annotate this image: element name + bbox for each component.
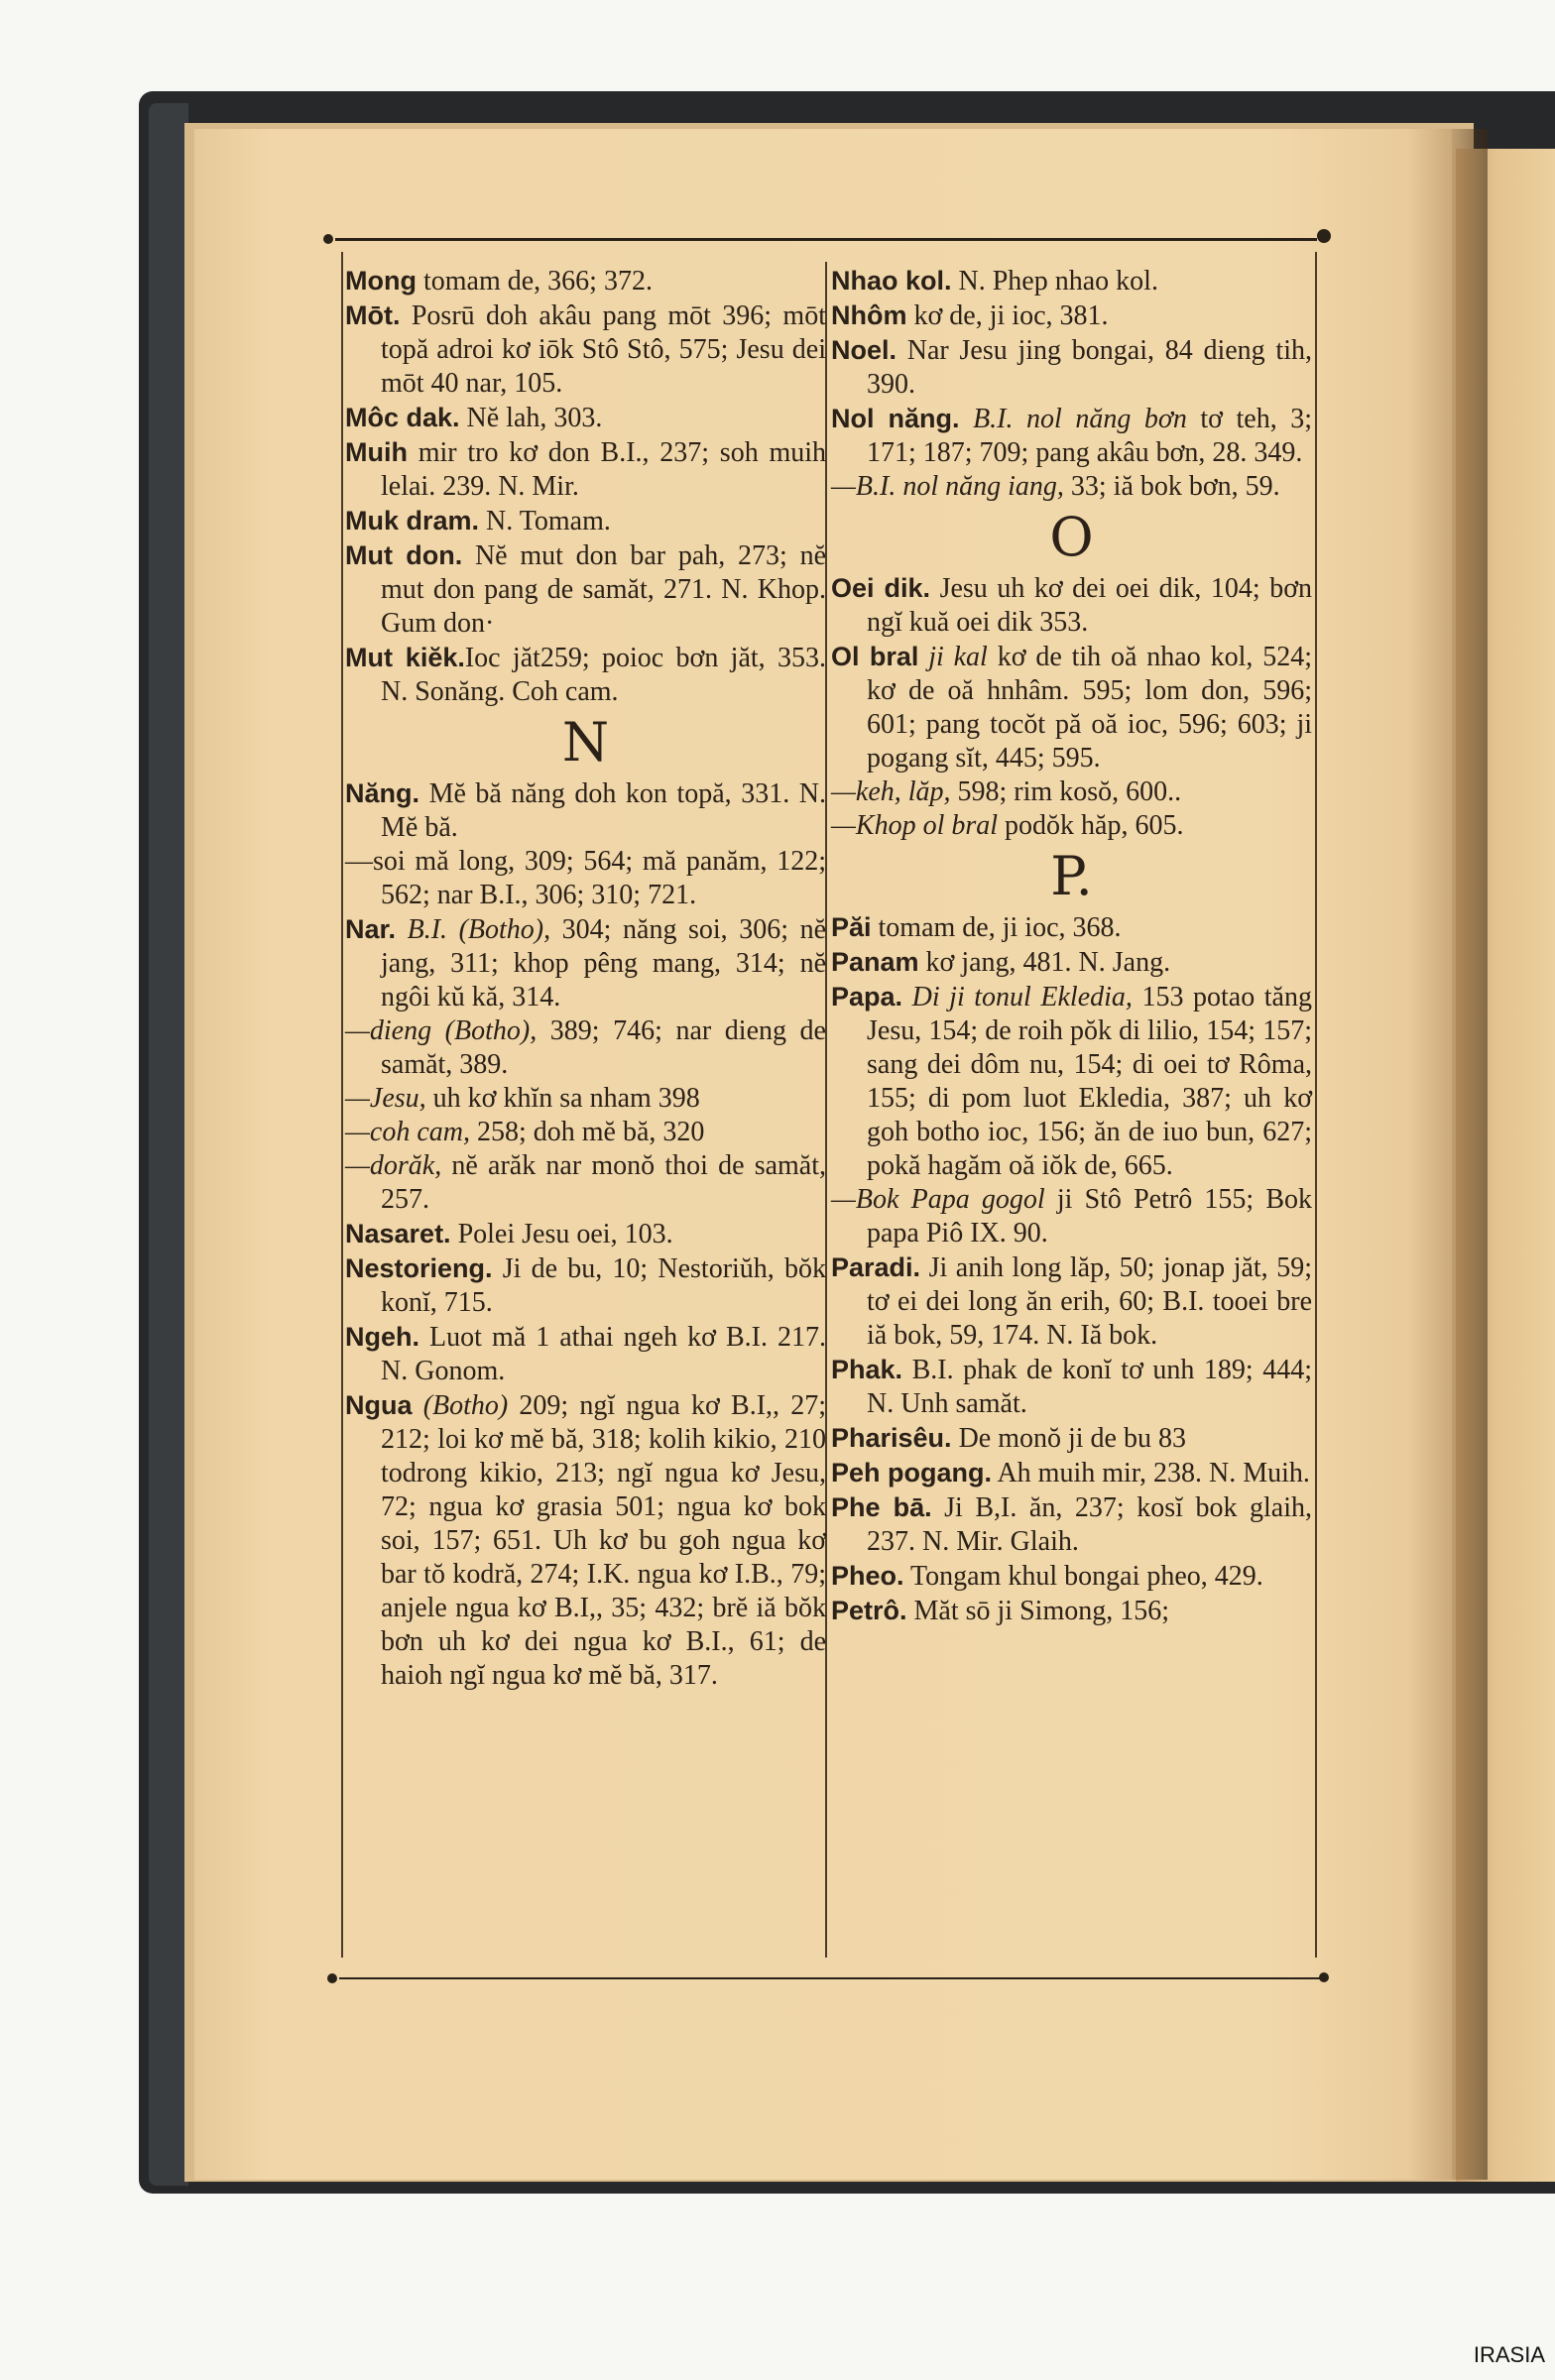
dictionary-entry: [345, 298, 826, 401]
dictionary-entry: [345, 1251, 826, 1320]
dictionary-entry: [831, 333, 1312, 402]
entry-headword: Môc dak.: [345, 403, 460, 432]
entry-headword: Pheo.: [831, 1561, 904, 1591]
entry-text: mir tro kơ don B.I., 237; soh muih lelai. 239. N. Mir.: [381, 437, 826, 502]
dictionary-entry: [345, 1388, 826, 1693]
entry-headword: Năng.: [345, 778, 420, 808]
entry-text: tomam de, 366; 372.: [416, 266, 653, 297]
entry-headword: Nasaret.: [345, 1219, 451, 1249]
entry-text: 209; ngĭ ngua kơ B.I,, 27; 212; loi kơ mĕ bă, 318; kolih kikio, 210 todrong kikio, 213; ngĭ ngua kơ Jesu, 72; ngua kơ grasia 501; ngua kơ bok soi, 157; 651. Uh kơ bu goh ngua kơ bar tŏ kodră, 274; I.K. ngua kơ I.B., 79; anjele ngua kơ B.I,, 35; 432; brĕ iă bŏk bơn uh kơ dei ngua kơ B.I., 61; de haioh ngĭ ngua kơ mĕ bă, 317.: [381, 1390, 826, 1691]
entry-headword: Mut don.: [345, 540, 463, 570]
entry-text: kơ de tih oă nhao kol, 524; kơ de oă hnhâm. 595; lom don, 596; 601; pang tocŏt pă oă ioc, 596; 603; ji pogang sĭt, 445; 595.: [867, 642, 1312, 774]
entry-text: Măt sō ji Simong, 156;: [906, 1596, 1169, 1626]
entry-italic-term: —Khop ol bral: [831, 810, 999, 841]
dictionary-entry: [831, 1490, 1312, 1559]
entry-text: Jesu uh kơ dei oei dik, 104; bơn ngĭ kuă oei dik 353.: [867, 573, 1312, 638]
dictionary-entry: [831, 640, 1312, 775]
left-column: [345, 264, 826, 1693]
bottom-rule: [339, 1977, 1321, 1979]
book-spine-edge: [149, 103, 188, 2186]
entry-italic-term: Di ji tonul Ekledia,: [902, 982, 1133, 1012]
entry-italic-term: —Bok Papa gogol: [831, 1184, 1045, 1215]
entry-text: Tongam khul bongai pheo, 429.: [903, 1561, 1263, 1592]
entry-text: kơ jang, 481. N. Jang.: [918, 947, 1171, 978]
entry-text: 598; rim kosŏ, 600..: [950, 776, 1182, 807]
entry-text: uh kơ khĭn sa nham 398: [425, 1083, 700, 1114]
entry-italic-term: ji kal: [918, 642, 988, 672]
dictionary-entry: [831, 809, 1312, 843]
entry-text: tơ teh, 3; 171; 187; 709; pang akâu bơn, 28. 349.: [867, 404, 1312, 468]
top-rule: [335, 238, 1317, 241]
dictionary-entry: [831, 980, 1312, 1183]
bottom-left-ornament: [327, 1973, 337, 1983]
dictionary-entry: [831, 571, 1312, 640]
dictionary-entry: [831, 1421, 1312, 1456]
entry-italic-term: B.I. (Botho),: [396, 914, 551, 945]
entry-text: 304; năng soi, 306; nĕ jang, 311; khop pêng mang, 314; nĕ ngôi kŭ kă, 314.: [381, 914, 826, 1012]
entry-headword: Peh pogang.: [831, 1458, 992, 1488]
watermark: IRASIA: [1473, 2342, 1545, 2367]
dictionary-entry: [831, 264, 1312, 298]
dictionary-entry: [345, 264, 826, 298]
entry-headword: Noel.: [831, 335, 897, 365]
entry-text: De monŏ ji de bu 83: [951, 1423, 1186, 1454]
section-letter: N: [561, 711, 610, 774]
dictionary-entry: [345, 401, 826, 435]
entry-headword: Ngeh.: [345, 1322, 420, 1352]
entry-text: Posrū doh akâu pang mōt 396; mōt topă adroi kơ iōk Stô Stô, 575; Jesu dei mōt 40 nar, 105.: [381, 300, 826, 399]
entry-headword: Ngua: [345, 1390, 413, 1420]
entry-headword: Panam: [831, 947, 919, 977]
entry-headword: Mōt.: [345, 300, 401, 330]
top-left-ornament: [323, 234, 333, 244]
dictionary-entry: [345, 1320, 826, 1388]
entry-text: 153 potao tăng Jesu, 154; de roih pŏk di lilio, 154; 157; sang dei dôm nu, 154; di oei tơ Rôma, 155; di pom luot Ekledia, 387; uh kơ goh botho ioc, 156; ăn de iuo bun, 627; pokă hagăm oă iŏk de, 665.: [867, 982, 1312, 1181]
entry-headword: Oei dik.: [831, 573, 931, 603]
entry-italic-term: —dieng (Botho),: [345, 1015, 538, 1046]
entry-headword: Nhôm: [831, 300, 907, 330]
entry-text: Ji B,I. ăn, 237; kosĭ bok glaih, 237. N. Mir. Glaih.: [867, 1492, 1313, 1557]
entry-italic-term: —Jesu,: [345, 1083, 426, 1114]
entry-text: 258; doh mĕ bă, 320: [469, 1117, 705, 1147]
entry-headword: Papa.: [831, 982, 903, 1012]
dictionary-entry: [831, 470, 1312, 504]
entry-headword: Petrô.: [831, 1596, 907, 1625]
entry-headword: Nol năng.: [831, 404, 960, 433]
dictionary-entry: [831, 910, 1312, 945]
entry-text: N. Phep nhao kol.: [951, 266, 1158, 297]
entry-text: ji Stô Petrô 155; Bok papa Piô IX. 90.: [867, 1184, 1313, 1249]
entry-text: kơ de, ji ioc, 381.: [906, 300, 1109, 331]
dictionary-entry: [831, 1594, 1312, 1628]
entry-italic-term: —keh, lăp,: [831, 776, 951, 807]
dictionary-entry: [831, 945, 1312, 980]
entry-text: 33; iă bok bơn, 59.: [1063, 471, 1280, 502]
entry-text: Ji de bu, 10; Nestoriŭh, bŏk konĭ, 715.: [381, 1253, 826, 1318]
entry-italic-term: B.I. nol năng bơn: [959, 404, 1187, 434]
dictionary-entry: [345, 1116, 826, 1149]
section-letter: O: [1049, 506, 1094, 568]
bottom-right-ornament: [1319, 1972, 1329, 1982]
entry-headword: Pharisêu.: [831, 1423, 952, 1453]
entry-headword: Phe bā.: [831, 1492, 932, 1522]
entry-text: Ji anih long lăp, 50; jonap jăt, 59; tơ ei dei long ăn erih, 60; B.I. tooei bre iă bok, 59, 174. N. Iă bok.: [867, 1252, 1312, 1351]
entry-headword: Muih: [345, 437, 408, 467]
entry-text: Nĕ lah, 303.: [459, 403, 603, 433]
entry-text: 389; 746; nar dieng de samăt, 389.: [381, 1015, 826, 1080]
dictionary-entry: [345, 1149, 826, 1217]
dictionary-entry: [345, 845, 826, 912]
entry-text: Nar Jesu jing bongai, 84 dieng tih, 390.: [867, 335, 1312, 400]
entry-italic-term: —dorăk,: [345, 1150, 442, 1181]
section-letter: P.: [1050, 845, 1093, 907]
dictionary-entry: [345, 1217, 826, 1251]
dictionary-entry: [345, 641, 826, 709]
dictionary-entry: [831, 298, 1312, 333]
dictionary-entry: [831, 1183, 1312, 1250]
dictionary-entry: [831, 1250, 1312, 1353]
top-right-ornament: [1317, 229, 1331, 243]
entry-headword: Ol bral: [831, 642, 919, 671]
dictionary-entry: [831, 402, 1312, 470]
entry-text: B.I. phak de konĭ tơ unh 189; 444; N. Unh samăt.: [867, 1355, 1312, 1419]
entry-text: nĕ arăk nar monŏ thoi de samăt, 257.: [381, 1150, 826, 1215]
entry-headword: Nar.: [345, 914, 397, 944]
entry-text: podŏk hăp, 605.: [998, 810, 1184, 841]
entry-headword: Păi: [831, 912, 872, 942]
dictionary-entry: [345, 538, 826, 641]
dictionary-entry: [345, 1014, 826, 1082]
entry-headword: Muk dram.: [345, 506, 480, 536]
entry-italic-term: —B.I. nol năng iang,: [831, 471, 1064, 502]
entry-headword: Nestorieng.: [345, 1253, 493, 1283]
entry-text: Nĕ mut don bar pah, 273; nĕ mut don pang de samăt, 271. N. Khop. Gum don·: [381, 540, 826, 639]
entry-headword: Mong: [345, 266, 417, 296]
dictionary-entry: [345, 504, 826, 538]
right-column: [831, 264, 1312, 1628]
entry-text: —soi mă long, 309; 564; mă panăm, 122; 562; nar B.I., 306; 310; 721.: [345, 846, 826, 910]
entry-text: tomam de, ji ioc, 368.: [871, 912, 1122, 943]
entry-text: Ioc jăt259; poioc bơn jăt, 353. N. Sonăng. Coh cam.: [381, 643, 826, 707]
entry-text: N. Tomam.: [479, 506, 611, 536]
entry-italic-term: (Botho): [412, 1390, 509, 1421]
entry-text: Luot mă 1 athai ngeh kơ B.I. 217. N. Gonom.: [381, 1322, 826, 1386]
entry-headword: Mut kiĕk.: [345, 643, 465, 672]
dictionary-entry: [831, 1456, 1312, 1490]
dictionary-entry: [831, 1559, 1312, 1594]
dictionary-entry: [345, 776, 826, 845]
dictionary-entry: [345, 1082, 826, 1116]
dictionary-entry: [831, 775, 1312, 809]
dictionary-entry: [345, 435, 826, 504]
right-border-rule: [1315, 252, 1317, 1958]
entry-headword: Phak.: [831, 1355, 903, 1384]
left-border-rule: [341, 252, 343, 1958]
entry-text: Polei Jesu oei, 103.: [450, 1219, 673, 1250]
entry-text: Mĕ bă năng doh kon topă, 331. N. Mĕ bă.: [381, 778, 826, 843]
entry-text: Ah muih mir, 238. N. Muih.: [992, 1458, 1310, 1488]
entry-headword: Paradi.: [831, 1252, 921, 1282]
dictionary-entry: [831, 1353, 1312, 1421]
entry-italic-term: —coh cam,: [345, 1117, 470, 1147]
page-gutter-shadow: [1408, 129, 1488, 2180]
dictionary-entry: [345, 912, 826, 1014]
entry-headword: Nhao kol.: [831, 266, 952, 296]
